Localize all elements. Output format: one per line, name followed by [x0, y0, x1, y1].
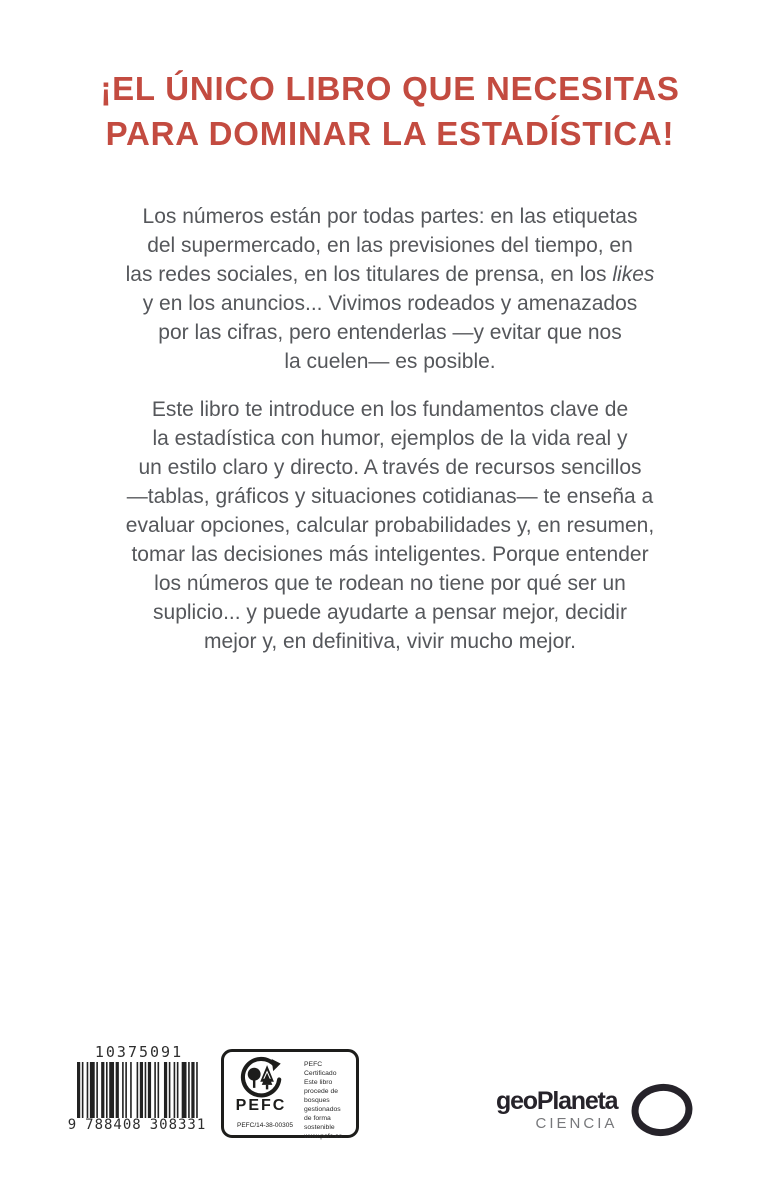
paragraph-2-line: mejor y, en definitiva, vivir mucho mejor. [204, 630, 576, 653]
pefc-wordmark: PEFC [235, 1097, 287, 1114]
paragraph-1-line: por las cifras, pero entenderlas —y evitar que nos [158, 321, 622, 344]
paragraph-2-line: evaluar opciones, calcular probabilidades y, en resumen, [125, 514, 655, 537]
publisher-ring-icon [630, 1082, 694, 1138]
publisher-collection: CIENCIA [535, 1115, 618, 1132]
publisher-name: geoPlaneta [496, 1087, 618, 1115]
paragraph-2-line: Este libro te introduce en los fundamentos clave de [151, 398, 629, 421]
paragraph-1-line: del supermercado, en las previsiones del tiempo, en [147, 234, 633, 257]
paragraph-1-line: la cuelen— es posible. [284, 350, 496, 373]
publisher-logo [496, 1082, 694, 1138]
paragraph-2-line: suplicio... y puede ayudarte a pensar mejor, decidir [153, 601, 627, 624]
paragraph-1-line-3-text: las redes sociales, en los titulares de prensa, en los [125, 263, 613, 286]
paragraph-2-line: —tablas, gráficos y situaciones cotidianas— te enseña a [126, 485, 654, 508]
paragraph-1 [50, 202, 730, 376]
paragraph-2 [50, 395, 730, 656]
headline [30, 66, 750, 156]
pefc-license-code: PEFC/14-38-00305 [236, 1122, 293, 1129]
barcode [67, 1043, 207, 1133]
paragraph-2-line: la estadística con humor, ejemplos de la vida real y [152, 427, 628, 450]
pefc-trees-icon [238, 1056, 284, 1100]
barcode-bars [77, 1062, 201, 1118]
paragraph-1-line: Los números están por todas partes: en las etiquetas [142, 205, 638, 228]
headline-line-1: ¡EL ÚNICO LIBRO QUE NECESITAS [100, 70, 680, 107]
isbn-group-3: 308331 [149, 1117, 207, 1133]
barcode-top-number: 10375091 [94, 1043, 184, 1061]
barcode-isbn-digits [67, 1117, 207, 1133]
pefc-label [221, 1049, 359, 1138]
paragraph-1-line: y en los anuncios... Vivimos rodeados y amenazados [142, 292, 638, 315]
pefc-certified-label: PEFC Certificado [304, 1061, 337, 1077]
pefc-website: www.pefc.es [304, 1133, 343, 1140]
paragraph-2-line: tomar las decisiones más inteligentes. Porque entender [131, 543, 649, 566]
pefc-text-column [304, 1060, 350, 1140]
publisher-text [496, 1088, 617, 1132]
pefc-claim: Este libro procede de bosques gestionados de forma sostenible [304, 1079, 341, 1131]
isbn-group-2: 788408 [85, 1117, 142, 1133]
isbn-group-1: 9 [67, 1117, 78, 1133]
likes-italic-word: likes [612, 263, 655, 286]
paragraph-1-line [50, 260, 730, 289]
pefc-logo-block [228, 1056, 294, 1120]
paragraph-2-line: un estilo claro y directo. A través de recursos sencillos [138, 456, 642, 479]
headline-line-2: PARA DOMINAR LA ESTADÍSTICA! [105, 115, 675, 152]
paragraph-2-line: los números que te rodean no tiene por qué ser un [154, 572, 626, 595]
